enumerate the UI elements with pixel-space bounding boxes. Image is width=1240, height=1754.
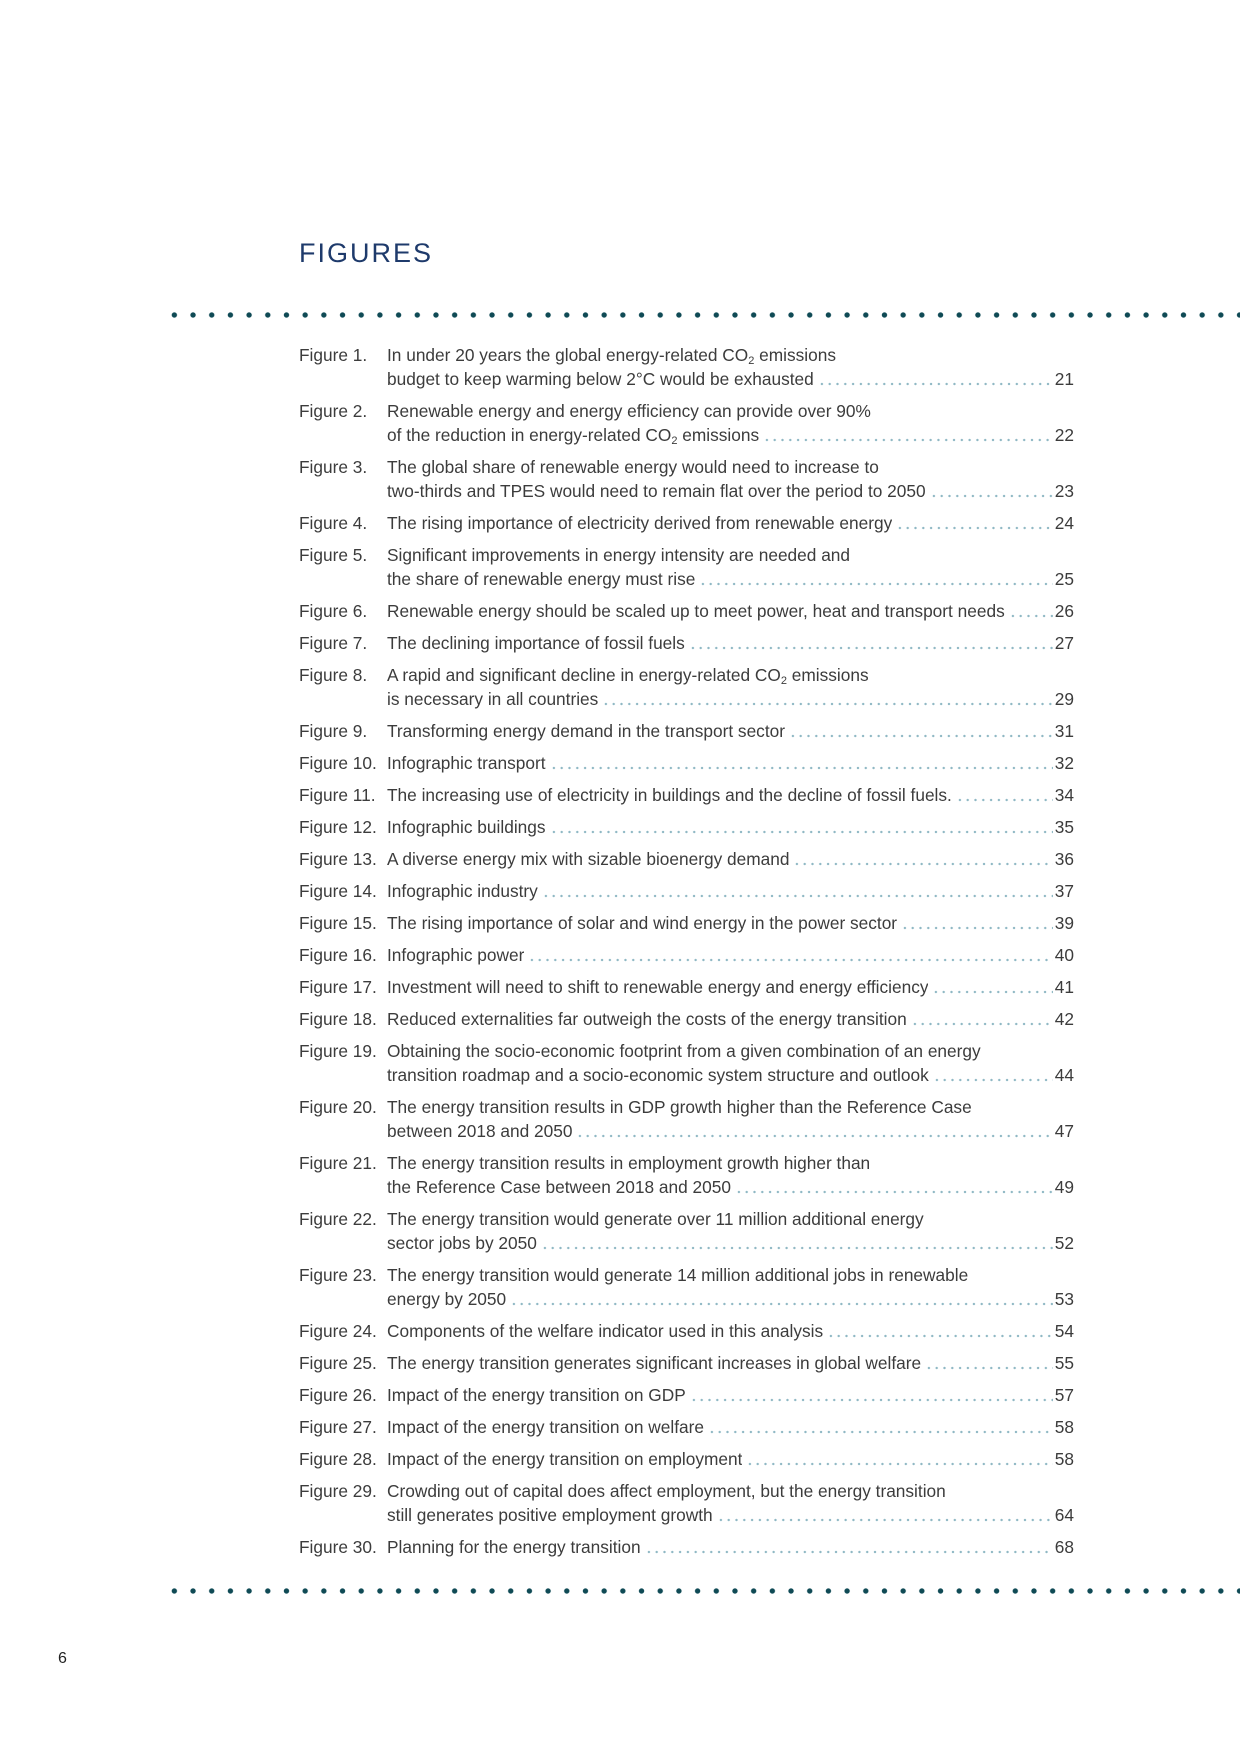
dot-leader [911,1022,1053,1026]
dotted-divider-top [165,310,1240,320]
dot-leader [901,926,1053,930]
figure-number: Figure 7. [299,633,368,653]
figure-title: budget to keep warming below 2°C would be exhausted [387,369,814,389]
figure-title: The energy transition generates significant increases in global welfare [387,1353,922,1373]
page-number: 6 [58,1650,67,1667]
toc-entry[interactable] [299,1095,1074,1143]
figure-title: energy by 2050 [387,1289,507,1309]
toc-entry[interactable] [299,511,1074,535]
figure-number: Figure 27. [299,1417,377,1437]
toc-entry[interactable] [299,1151,1074,1199]
figure-number: Figure 17. [299,977,377,997]
figure-title: Renewable energy should be scaled up to meet power, heat and transport needs [387,601,1005,621]
figure-title: Investment will need to shift to renewable energy and energy efficiency [387,977,929,997]
page-ref[interactable]: 64 [1054,1505,1074,1525]
toc-entry[interactable] [299,1007,1074,1031]
figure-title: Components of the welfare indicator used in this analysis [387,1321,824,1341]
figure-number: Figure 15. [299,913,377,933]
dot-leader [576,1134,1052,1138]
dot-leader [510,1302,1053,1306]
toc-entry[interactable] [299,815,1074,839]
dot-leader [818,382,1053,386]
dot-leader [1009,614,1053,618]
toc-entry[interactable] [299,455,1074,503]
figure-title-line1: The energy transition would generate 14 million additional jobs in renewable [387,1265,969,1285]
figure-number: Figure 25. [299,1353,377,1373]
figure-number: Figure 9. [299,721,368,741]
figure-title: The rising importance of solar and wind energy in the power sector [387,913,898,933]
figure-number: Figure 22. [299,1209,377,1229]
page-ref[interactable]: 68 [1054,1537,1074,1557]
figure-number: Figure 12. [299,817,377,837]
figure-title-line1: Crowding out of capital does affect employment, but the energy transition [387,1481,946,1501]
toc-entry[interactable] [299,1263,1074,1311]
toc-entry[interactable] [299,719,1074,743]
figure-title: Reduced externalities far outweigh the costs of the energy transition [387,1009,907,1029]
figure-title-line1: The global share of renewable energy would need to increase to [387,457,879,477]
page-ref[interactable]: 40 [1054,945,1074,965]
subscript: 2 [748,355,755,367]
figure-title-line1: Significant improvements in energy intensity are needed and [387,545,851,565]
figure-title: transition roadmap and a socio-economic system structure and outlook [387,1065,929,1085]
figure-number: Figure 8. [299,665,368,685]
figure-number: Figure 29. [299,1481,377,1501]
dot-leader [699,582,1052,586]
dot-leader [550,766,1053,770]
figure-title: A diverse energy mix with sizable bioenergy demand [387,849,790,869]
toc-entry[interactable] [299,1383,1074,1407]
figure-title: The declining importance of fossil fuels [387,633,685,653]
figure-title: the Reference Case between 2018 and 2050 [387,1177,731,1197]
figure-title: Impact of the energy transition on welfare [387,1417,704,1437]
subscript: 2 [671,435,678,447]
figure-title-line1: The energy transition results in employment growth higher than [387,1153,871,1173]
figure-title: Impact of the energy transition on employment [387,1449,743,1469]
figure-title-line1: Renewable energy and energy efficiency can provide over 90% [387,401,871,421]
page-ref[interactable]: 36 [1054,849,1074,869]
figure-title-line1: The energy transition would generate over 11 million additional energy [387,1209,924,1229]
title-text: of the reduction in energy-related CO [387,425,672,445]
figure-title-line1: Obtaining the socio-economic footprint from a given combination of an energy [387,1041,981,1061]
page-ref[interactable]: 41 [1054,977,1074,997]
toc-entry[interactable] [299,399,1074,447]
figure-number: Figure 13. [299,849,377,869]
page-title: FIGURES [299,238,434,268]
figure-number: Figure 24. [299,1321,377,1341]
toc-entry[interactable] [299,1479,1074,1527]
figure-number: Figure 2. [299,401,368,421]
figure-title: Transforming energy demand in the transport sector [387,721,785,741]
dot-leader [956,798,1053,802]
figure-number: Figure 23. [299,1265,377,1285]
figure-title-line1 [387,663,1074,687]
page-ref[interactable]: 34 [1054,785,1074,805]
dot-leader [930,494,1053,498]
title-text: In under 20 years the global energy-related CO [387,345,749,365]
toc-entry[interactable] [299,1535,1074,1559]
toc-entry[interactable] [299,783,1074,807]
dot-leader [746,1462,1052,1466]
dot-leader [602,702,1052,706]
figure-number: Figure 5. [299,545,368,565]
dot-leader [735,1190,1053,1194]
page-ref[interactable]: 21 [1054,369,1074,389]
page-ref[interactable]: 24 [1054,513,1074,533]
page-ref[interactable]: 26 [1054,601,1074,621]
dot-leader [789,734,1053,738]
dot-leader [793,862,1052,866]
page-ref[interactable]: 23 [1054,481,1074,501]
page-ref[interactable]: 37 [1054,881,1074,901]
title-text: emissions [786,665,869,685]
figure-number: Figure 21. [299,1153,377,1173]
title-text: A rapid and significant decline in energy-related CO [387,665,781,685]
toc-entry[interactable] [299,1207,1074,1255]
figures-list [299,343,1074,1567]
page-ref[interactable]: 55 [1054,1353,1074,1373]
page-ref[interactable]: 44 [1054,1065,1074,1085]
figure-title [387,423,759,447]
page-ref[interactable]: 27 [1054,633,1074,653]
toc-entry[interactable] [299,631,1074,655]
page-ref[interactable]: 32 [1054,753,1074,773]
figure-number: Figure 14. [299,881,377,901]
figure-number: Figure 16. [299,945,377,965]
figure-title-line1 [387,343,1074,367]
page-ref[interactable]: 29 [1054,689,1074,709]
dot-leader [690,1398,1053,1402]
dot-leader [763,438,1053,442]
toc-entry[interactable] [299,1415,1074,1439]
toc-entry[interactable] [299,663,1074,711]
dot-leader [689,646,1053,650]
figure-title: the share of renewable energy must rise [387,569,696,589]
figure-number: Figure 3. [299,457,368,477]
figure-title: still generates positive employment growth [387,1505,713,1525]
page-ref[interactable]: 31 [1054,721,1074,741]
figure-title: sector jobs by 2050 [387,1233,537,1253]
page-ref[interactable]: 54 [1054,1321,1074,1341]
toc-entry[interactable] [299,847,1074,871]
figure-number: Figure 19. [299,1041,377,1061]
dotted-divider-bottom [165,1586,1240,1596]
toc-entry[interactable] [299,343,1074,391]
page-ref[interactable]: 25 [1054,569,1074,589]
toc-entry[interactable] [299,879,1074,903]
subscript: 2 [780,675,787,687]
page-ref[interactable]: 57 [1054,1385,1074,1405]
figure-title-line1: The energy transition results in GDP growth higher than the Reference Case [387,1097,972,1117]
figure-title: Impact of the energy transition on GDP [387,1385,686,1405]
dot-leader [528,958,1052,962]
figure-number: Figure 28. [299,1449,377,1469]
figure-title: Infographic industry [387,881,538,901]
toc-entry[interactable] [299,943,1074,967]
page-ref[interactable]: 35 [1054,817,1074,837]
figure-number: Figure 11. [299,785,376,805]
page-ref[interactable]: 47 [1054,1121,1074,1141]
figure-title: is necessary in all countries [387,689,599,709]
figure-number: Figure 18. [299,1009,377,1029]
dot-leader [645,1550,1053,1554]
toc-entry[interactable] [299,1039,1074,1087]
page-ref[interactable]: 53 [1054,1289,1074,1309]
toc-entry[interactable] [299,751,1074,775]
figure-title: Planning for the energy transition [387,1537,641,1557]
figure-number: Figure 6. [299,601,368,621]
figure-title: The increasing use of electricity in buildings and the decline of fossil fuels. [387,785,952,805]
dot-leader [932,990,1052,994]
figure-number: Figure 30. [299,1537,377,1557]
page-ref[interactable]: 58 [1054,1449,1074,1469]
figure-title: between 2018 and 2050 [387,1121,573,1141]
page-ref[interactable]: 39 [1054,913,1074,933]
toc-entry[interactable] [299,911,1074,935]
dot-leader [541,1246,1053,1250]
dot-leader [896,526,1053,530]
page-ref[interactable]: 58 [1054,1417,1074,1437]
toc-entry[interactable] [299,599,1074,623]
figure-number: Figure 10. [299,753,377,773]
figure-title: Infographic power [387,945,525,965]
dot-leader [717,1518,1053,1522]
figure-title: The rising importance of electricity derived from renewable energy [387,513,893,533]
dot-leader [542,894,1053,898]
dot-leader [550,830,1053,834]
figure-title: Infographic buildings [387,817,546,837]
page-ref[interactable]: 49 [1054,1177,1074,1197]
toc-entry[interactable] [299,1351,1074,1375]
page-ref[interactable]: 52 [1054,1233,1074,1253]
dot-leader [827,1334,1053,1338]
page-ref[interactable]: 42 [1054,1009,1074,1029]
toc-entry[interactable] [299,543,1074,591]
toc-entry[interactable] [299,1319,1074,1343]
dot-leader [708,1430,1053,1434]
title-text: emissions [677,425,760,445]
figure-number: Figure 26. [299,1385,377,1405]
figure-number: Figure 20. [299,1097,377,1117]
figure-title: Infographic transport [387,753,546,773]
toc-entry[interactable] [299,975,1074,999]
figure-title: two-thirds and TPES would need to remain flat over the period to 2050 [387,481,926,501]
toc-entry[interactable] [299,1447,1074,1471]
page-ref[interactable]: 22 [1054,425,1074,445]
dot-leader [933,1078,1053,1082]
title-text: emissions [754,345,836,365]
figure-number: Figure 1. [299,345,368,365]
figure-number: Figure 4. [299,513,368,533]
dot-leader [925,1366,1053,1370]
